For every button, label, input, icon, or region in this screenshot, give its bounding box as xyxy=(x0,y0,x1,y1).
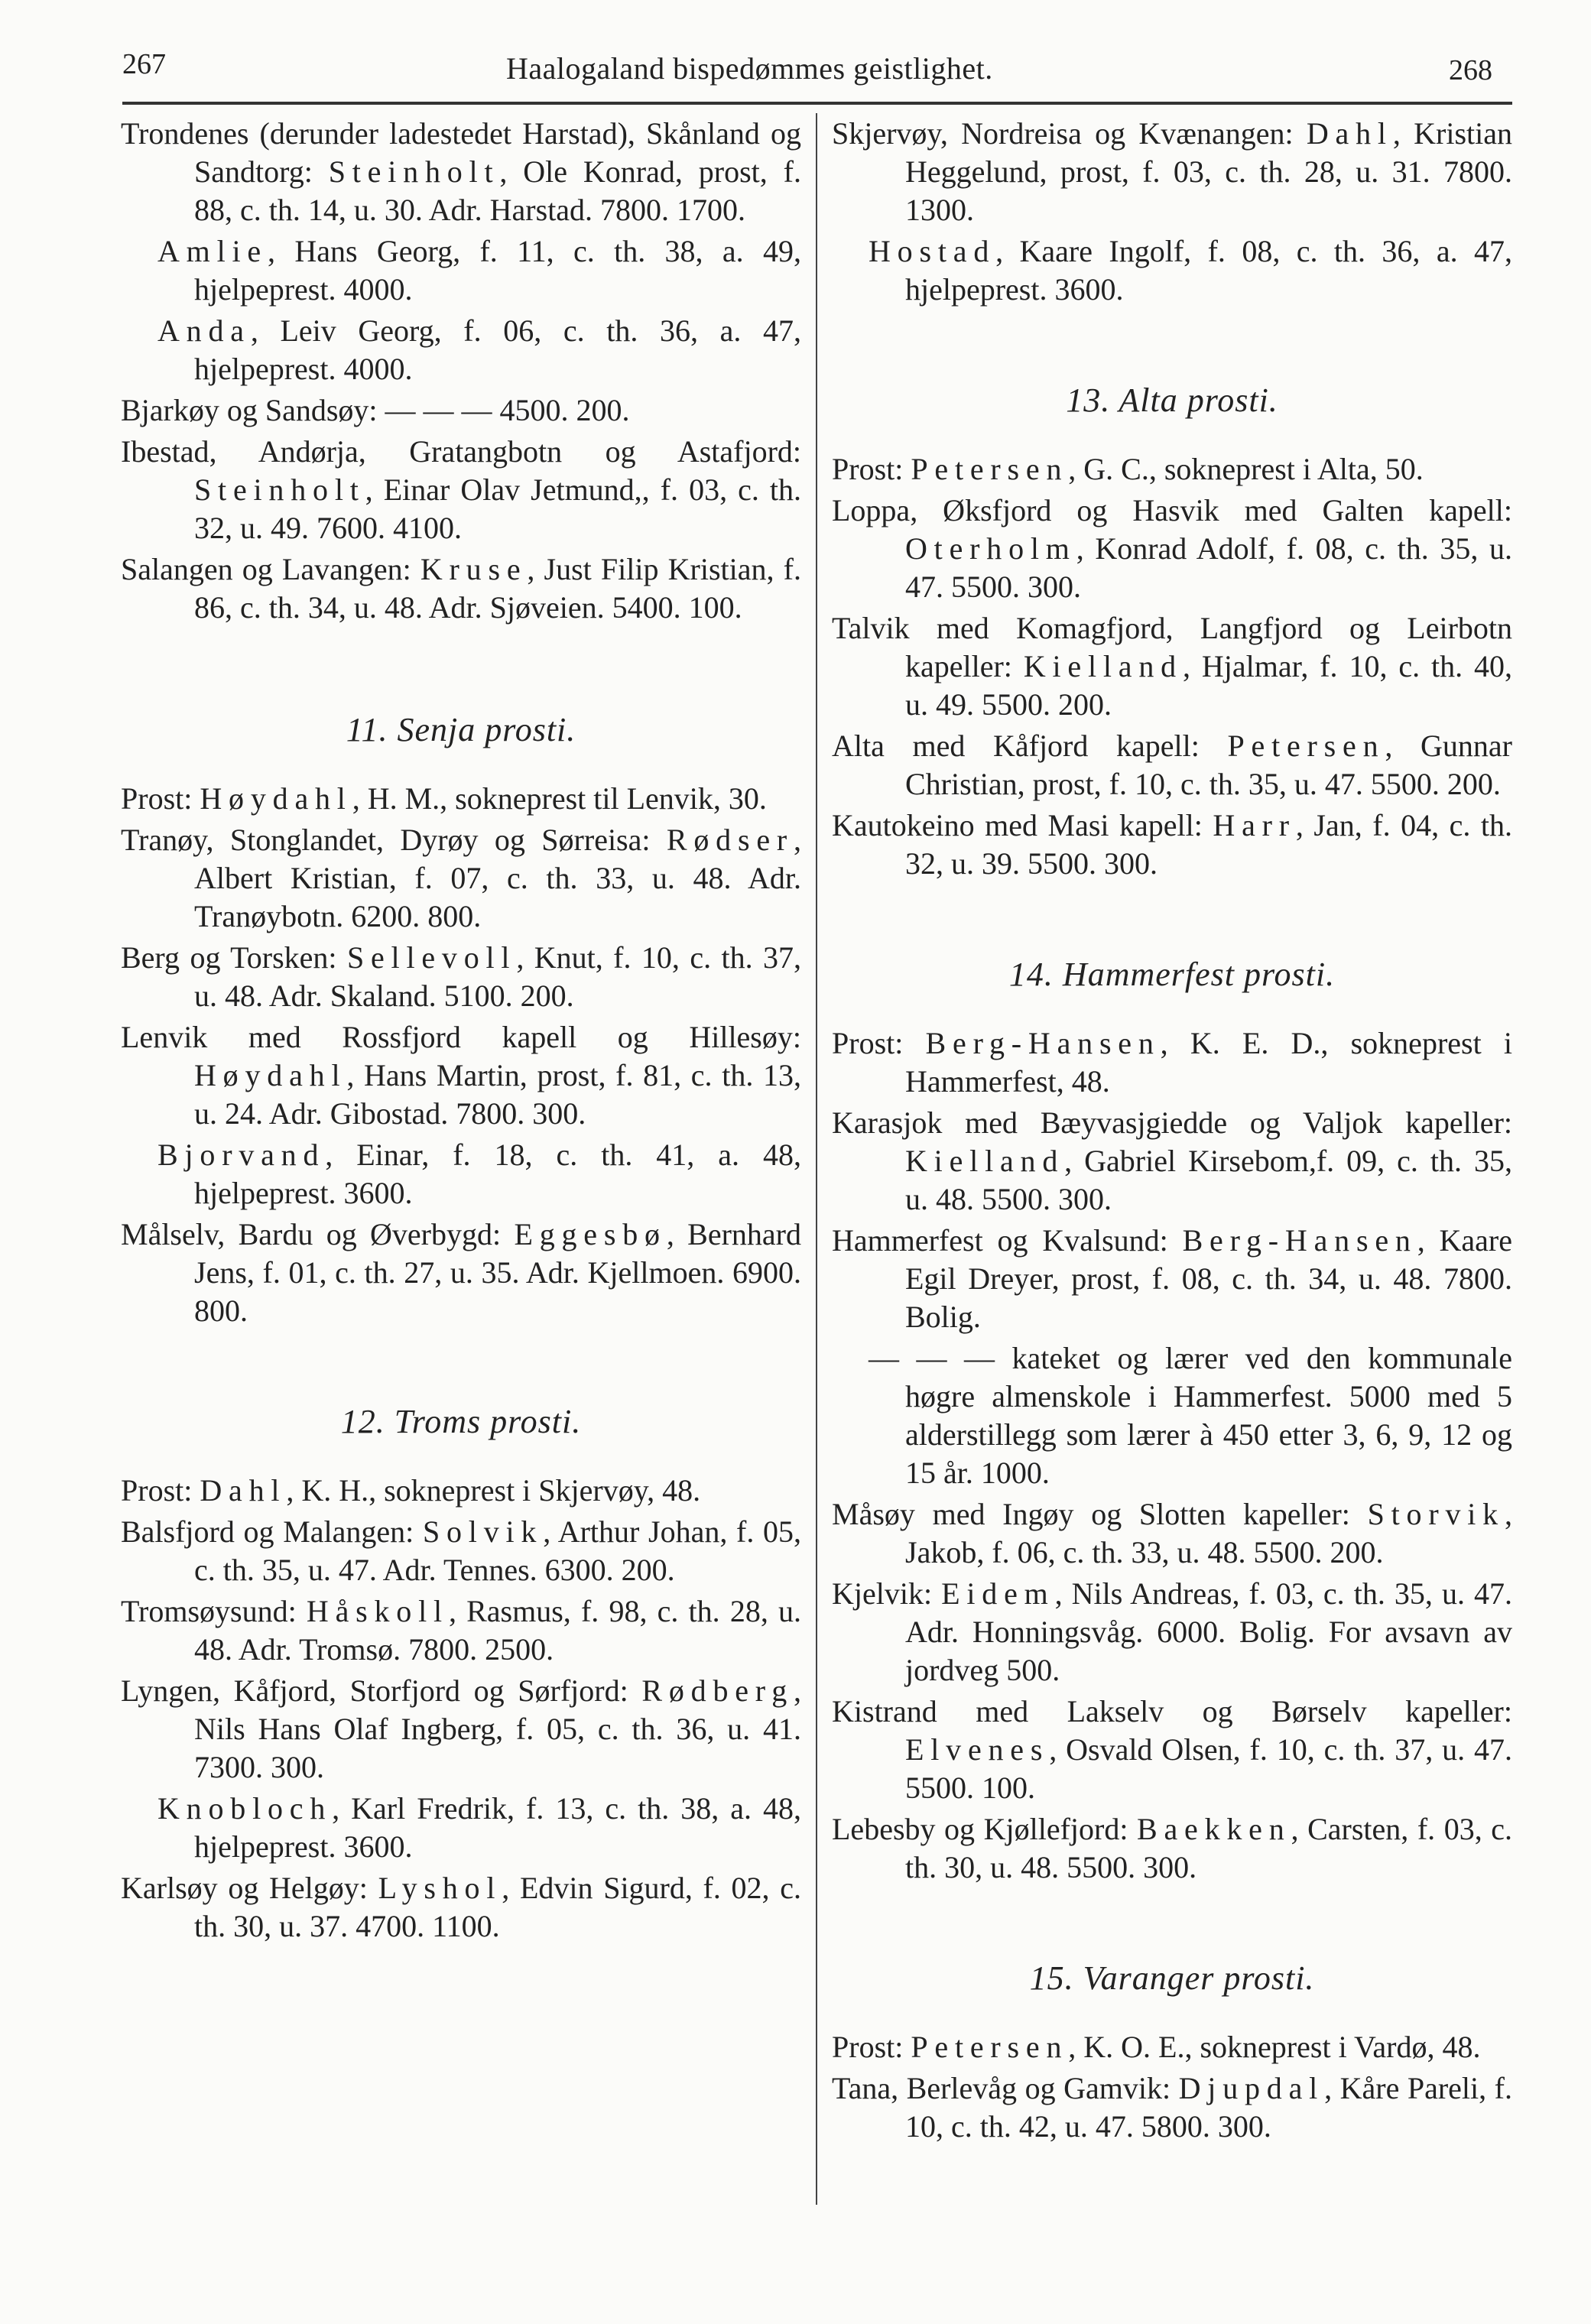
entry-skjervoy: Skjervøy, Nordreisa og Kvænangen: Dahl, Kristian Heggelund, prost, f. 03, c. th. 28, u. 31. 7800. 1300. xyxy=(832,116,1512,227)
entry-tana: Tana, Berlevåg og Gamvik: Djupdal, Kåre Pareli, f. 10, c. th. 42, u. 47. 5800. 300. xyxy=(832,2071,1512,2144)
entry-loppa: Loppa, Øksfjord og Hasvik med Galten kapell: Oterholm, Konrad Adolf, f. 08, c. th. 35, u. 47. 5500. 300. xyxy=(832,493,1512,604)
entry-ibestad: Ibestad, Andørja, Gratangbotn og Astafjord: Steinholt, Einar Olav Jetmund,, f. 03, c. th. 32, u. 49. 7600. 4100. xyxy=(121,434,801,545)
entry-berg: Berg og Torsken: Sellevoll, Knut, f. 10, c. th. 37, u. 48. Adr. Skaland. 5100. 200. xyxy=(121,940,802,1013)
entry-hammerfest: Hammerfest og Kvalsund: Berg-Hansen, Kaare Egil Dreyer, prost, f. 08, c. th. 34, u. 48. 7800. Bolig. xyxy=(832,1223,1512,1334)
section-heading-troms: 12. Troms prosti. xyxy=(340,1403,582,1440)
right-column xyxy=(832,115,1512,2149)
entry-lyngen: Lyngen, Kåfjord, Storfjord og Sørfjord: Rødberg, Nils Hans Olaf Ingberg, f. 05, c. th. 36, u. 41. 7300. 300. xyxy=(121,1673,801,1784)
entry-salangen: Salangen og Lavangen: Kruse, Just Filip Kristian, f. 86, c. th. 34, u. 48. Adr. Sjøveien. 5400. 100. xyxy=(121,552,801,625)
section-heading-alta: 13. Alta prosti. xyxy=(1066,381,1278,419)
column-divider xyxy=(816,113,817,2205)
entry-kistrand: Kistrand med Lakselv og Børselv kapeller: Elvenes, Osvald Olsen, f. 10, c. th. 37, u. 47. 5500. 100. xyxy=(832,1694,1512,1805)
entry-tromsoysund: Tromsøysund: Håskoll, Rasmus, f. 98, c. th. 28, u. 48. Adr. Tromsø. 7800. 2500. xyxy=(121,1594,801,1667)
left-page-number: 267 xyxy=(122,48,166,80)
entry-malselv: Målselv, Bardu og Øverbygd: Eggesbø, Bernhard Jens, f. 01, c. th. 27, u. 35. Adr. Kjellmoen. 6900. 800. xyxy=(121,1217,801,1328)
entry-anda: Anda, Leiv Georg, f. 06, c. th. 36, a. 47, hjelpeprest. 4000. xyxy=(157,313,801,386)
section-heading-hammerfest: 14. Hammerfest prosti. xyxy=(1008,956,1336,993)
entry-prost-troms: Prost: Dahl, K. H., sokneprest i Skjervøy, 48. xyxy=(121,1473,701,1508)
entry-amlie: Amlie, Hans Georg, f. 11, c. th. 38, a. 49, hjelpeprest. 4000. xyxy=(157,234,801,307)
entry-masoy: Måsøy med Ingøy og Slotten kapeller: Storvik, Jakob, f. 06, c. th. 33, u. 48. 5500. 200. xyxy=(832,1497,1512,1569)
entry-talvik: Talvik med Komagfjord, Langfjord og Leirbotn kapeller: Kielland, Hjalmar, f. 10, c. th. 40, u. 49. 5500. 200. xyxy=(832,611,1513,722)
entry-prost-alta: Prost: Petersen, G. C., sokneprest i Alta, 50. xyxy=(832,452,1424,486)
right-page-number: 268 xyxy=(1449,54,1492,86)
entry-karlsoy: Karlsøy og Helgøy: Lyshol, Edvin Sigurd, f. 02, c. th. 30, u. 37. 4700. 1100. xyxy=(121,1871,801,1943)
running-title: Haalogaland bispedømmes geistlighet. xyxy=(506,51,993,86)
entry-kautokeino: Kautokeino med Masi kapell: Harr, Jan, f. 04, c. th. 32, u. 39. 5500. 300. xyxy=(832,808,1512,881)
entry-alta: Alta med Kåfjord kapell: Petersen, Gunnar Christian, prost, f. 10, c. th. 35, u. 47. 5500. 200. xyxy=(832,729,1512,801)
entry-prost-hammerfest: Prost: Berg-Hansen, K. E. D., sokneprest i Hammerfest, 48. xyxy=(832,1026,1512,1099)
entry-bjorvand: Bjorvand, Einar, f. 18, c. th. 41, a. 48, hjelpeprest. 3600. xyxy=(157,1138,801,1210)
header-rule xyxy=(122,102,1512,105)
entry-prost-varanger: Prost: Petersen, K. O. E., sokneprest i Vardø, 48. xyxy=(832,2030,1481,2064)
entry-trondenes: Trondenes (derunder ladestedet Harstad), Skånland og Sandtorg: Steinholt, Ole Konrad, prost, f. 88, c. th. 14, u. 30. Adr. Harstad. 7800. 1700. xyxy=(121,116,801,227)
entry-lenvik: Lenvik med Rossfjord kapell og Hillesøy: Høydahl, Hans Martin, prost, f. 81, c. th. 13, u. 24. Adr. Gibostad. 7800. 300. xyxy=(121,1020,801,1131)
entry-balsfjord: Balsfjord og Malangen: Solvik, Arthur Johan, f. 05, c. th. 35, u. 47. Adr. Tennes. 6300. 200. xyxy=(121,1514,802,1587)
entry-karasjok: Karasjok med Bæyvasjgiedde og Valjok kapeller: Kielland, Gabriel Kirsebom,f. 09, c. th. 35, u. 48. 5500. 300. xyxy=(832,1105,1512,1216)
entry-knobloch: Knobloch, Karl Fredrik, f. 13, c. th. 38, a. 48, hjelpeprest. 3600. xyxy=(157,1791,801,1864)
left-column xyxy=(121,115,801,1949)
entry-kjelvik: Kjelvik: Eidem, Nils Andreas, f. 03, c. th. 35, u. 47. Adr. Honningsvåg. 6000. Bolig. For avsavn av jordveg 500. xyxy=(832,1576,1512,1687)
entry-prost-senja: Prost: Høydahl, H. M., sokneprest til Lenvik, 30. xyxy=(121,781,767,816)
entry-lebesby: Lebesby og Kjøllefjord: Baekken, Carsten, f. 03, c. th. 30, u. 48. 5500. 300. xyxy=(832,1812,1512,1884)
running-header xyxy=(0,44,1591,90)
section-heading-varanger: 15. Varanger prosti. xyxy=(1029,1959,1315,1997)
section-heading-senja: 11. Senja prosti. xyxy=(346,711,576,748)
entry-bjarkoy: Bjarkøy og Sandsøy: — — — 4500. 200. xyxy=(121,393,630,427)
entry-hostad: Hostad, Kaare Ingolf, f. 08, c. th. 36, a. 47, hjelpeprest. 3600. xyxy=(869,234,1512,307)
entry-tranoy: Tranøy, Stonglandet, Dyrøy og Sørreisa: Rødser, Albert Kristian, f. 07, c. th. 33, u. 48. Adr. Tranøybotn. 6200. 800. xyxy=(121,823,801,933)
entry-kateket: — — — kateket og lærer ved den kommunale høgre almenskole i Hammerfest. 5000 med 5 alderstillegg som lærer à 450 etter 3, 6, 9, 12 og 15 år. 1000. xyxy=(869,1341,1512,1490)
